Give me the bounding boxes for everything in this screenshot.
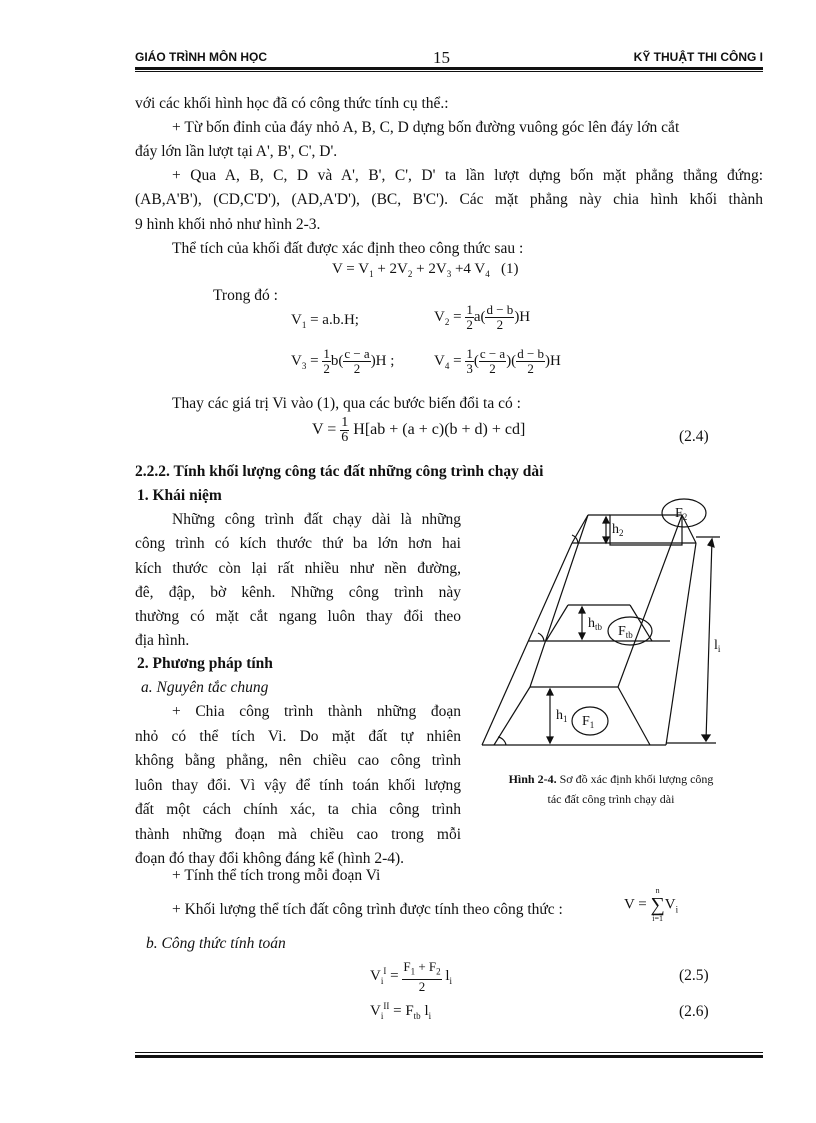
paragraph: + Qua A, B, C, D và A', B', C', D' ta lần lượt dựng bốn mặt phẳng thẳng đứng: (AB,A'B'), (CD,C'D'), (AD,A'D'), (BC, B'C'). Các mặt phẳng này chia hình khối thành 9 hình khối nhỏ như hình 2-3.	[135, 167, 763, 233]
text-line: Trong đó :	[213, 287, 278, 304]
text-line: + Tính thể tích trong mỗi đoạn Vi	[172, 867, 381, 884]
page-number: 15	[433, 48, 450, 67]
paragraph-nguyen-tac: + Chia công trình thành những đoạn nhỏ có thể tích Vi. Do mặt đất tự nhiên không bằng phẳng, nên chiều cao công trình luôn thay đổi. Vì vậy để tính toán khối lượng đất một cách chính xác, ta chia công trình thành những đoạn mà chiều cao trong mỗi đoạn đó thay đổi không đáng kể (hình 2-4).	[135, 703, 461, 867]
subsection-heading: 2. Phương pháp tính	[137, 655, 273, 672]
header-rule-thick	[135, 67, 763, 70]
label-Ftb: $F_{tb}$	[618, 624, 633, 640]
equation-2-6: $V_i^{II} = F_{tb}$ $l_i$	[370, 1001, 432, 1021]
text-line: với các khối hình học đã có công thức tính cụ thể.:	[135, 95, 449, 112]
equation-v2: $V_2$ = $\frac{1}{2}$ a( $\frac{d - b}{2}$ )H	[434, 302, 531, 332]
equation-1: $V = V_1 + 2V_2 + 2V_3 +4$ $V_4$ (1)	[332, 261, 519, 279]
equation-v1: $V_1 = a.b.H$;	[291, 312, 359, 330]
footer-rule-thick	[135, 1055, 763, 1058]
label-h2: $h_2$	[612, 522, 624, 538]
equation-label: (2.5)	[679, 967, 709, 984]
header-rule-thin	[135, 71, 763, 72]
text-line: + Khối lượng thể tích đất công trình được tính theo công thức :	[172, 901, 563, 918]
equation-v3: $V_3$ = $\frac{1}{2}$ b( $\frac{c - a}{2}$ )H ;	[291, 346, 395, 376]
footer-rule-thin	[135, 1052, 763, 1053]
equation-label: (2.4)	[679, 428, 709, 445]
text-line: Thay các giá trị Vi vào (1), qua các bước biến đổi ta có :	[172, 395, 521, 412]
text-line: Thể tích của khối đất được xác định theo công thức sau :	[172, 240, 524, 257]
subsection-heading: b. Công thức tính toán	[146, 935, 286, 952]
equation-label: (2.6)	[679, 1003, 709, 1020]
section-heading: 2.2.2. Tính khối lượng công tác đất những công trình chạy dài	[135, 463, 544, 480]
paragraph-khai-niem: Những công trình đất chạy dài là những công trình có kích thước thứ ba lớn hơn hai kích thước còn lại rất nhiều như nền đường, đê, đập, bờ kênh. Những công trình này thường có mặt cắt ngang luôn thay đổi theo địa hình.	[135, 511, 461, 650]
subsection-heading: 1. Khái niệm	[137, 487, 222, 504]
header-right: KỸ THUẬT THI CÔNG I	[633, 50, 763, 64]
equation-2-5: $V_i^I$ = $\frac{F_1 + F_2}{2}$ $l_i$	[370, 959, 453, 994]
subsection-heading: a. Nguyên tắc chung	[141, 679, 269, 696]
figure-caption: Hình 2-4. Sơ đồ xác định khối lượng công tác đất công trình chạy dài	[508, 772, 714, 806]
label-li: $l_i$	[714, 638, 721, 654]
label-htb: $h_{tb}$	[588, 616, 603, 632]
header-left: GIÁO TRÌNH MÔN HỌC	[135, 50, 267, 64]
equation-sum: V = n ∑ i=1 $V_i$	[624, 886, 679, 923]
label-F1: $F_1$	[582, 714, 595, 730]
label-h1: $h_1$	[556, 708, 568, 724]
equation-2-4: V = $\frac{1}{6}$ H[ab + (a + c)(b + d) + cd]	[312, 415, 526, 445]
text-line: đáy lớn lần lượt tại A', B', C', D'.	[135, 143, 338, 160]
label-F2: $F_2$	[675, 506, 688, 522]
equation-v4: $V_4$ = $\frac{1}{3}$ ( $\frac{c - a}{2}$ )( $\frac{d - b}{2}$ )H	[434, 346, 561, 376]
figure-2-4	[470, 495, 760, 755]
text-line: + Từ bốn đỉnh của đáy nhỏ A, B, C, D dựng bốn đường vuông góc lên đáy lớn cắt	[172, 119, 680, 136]
